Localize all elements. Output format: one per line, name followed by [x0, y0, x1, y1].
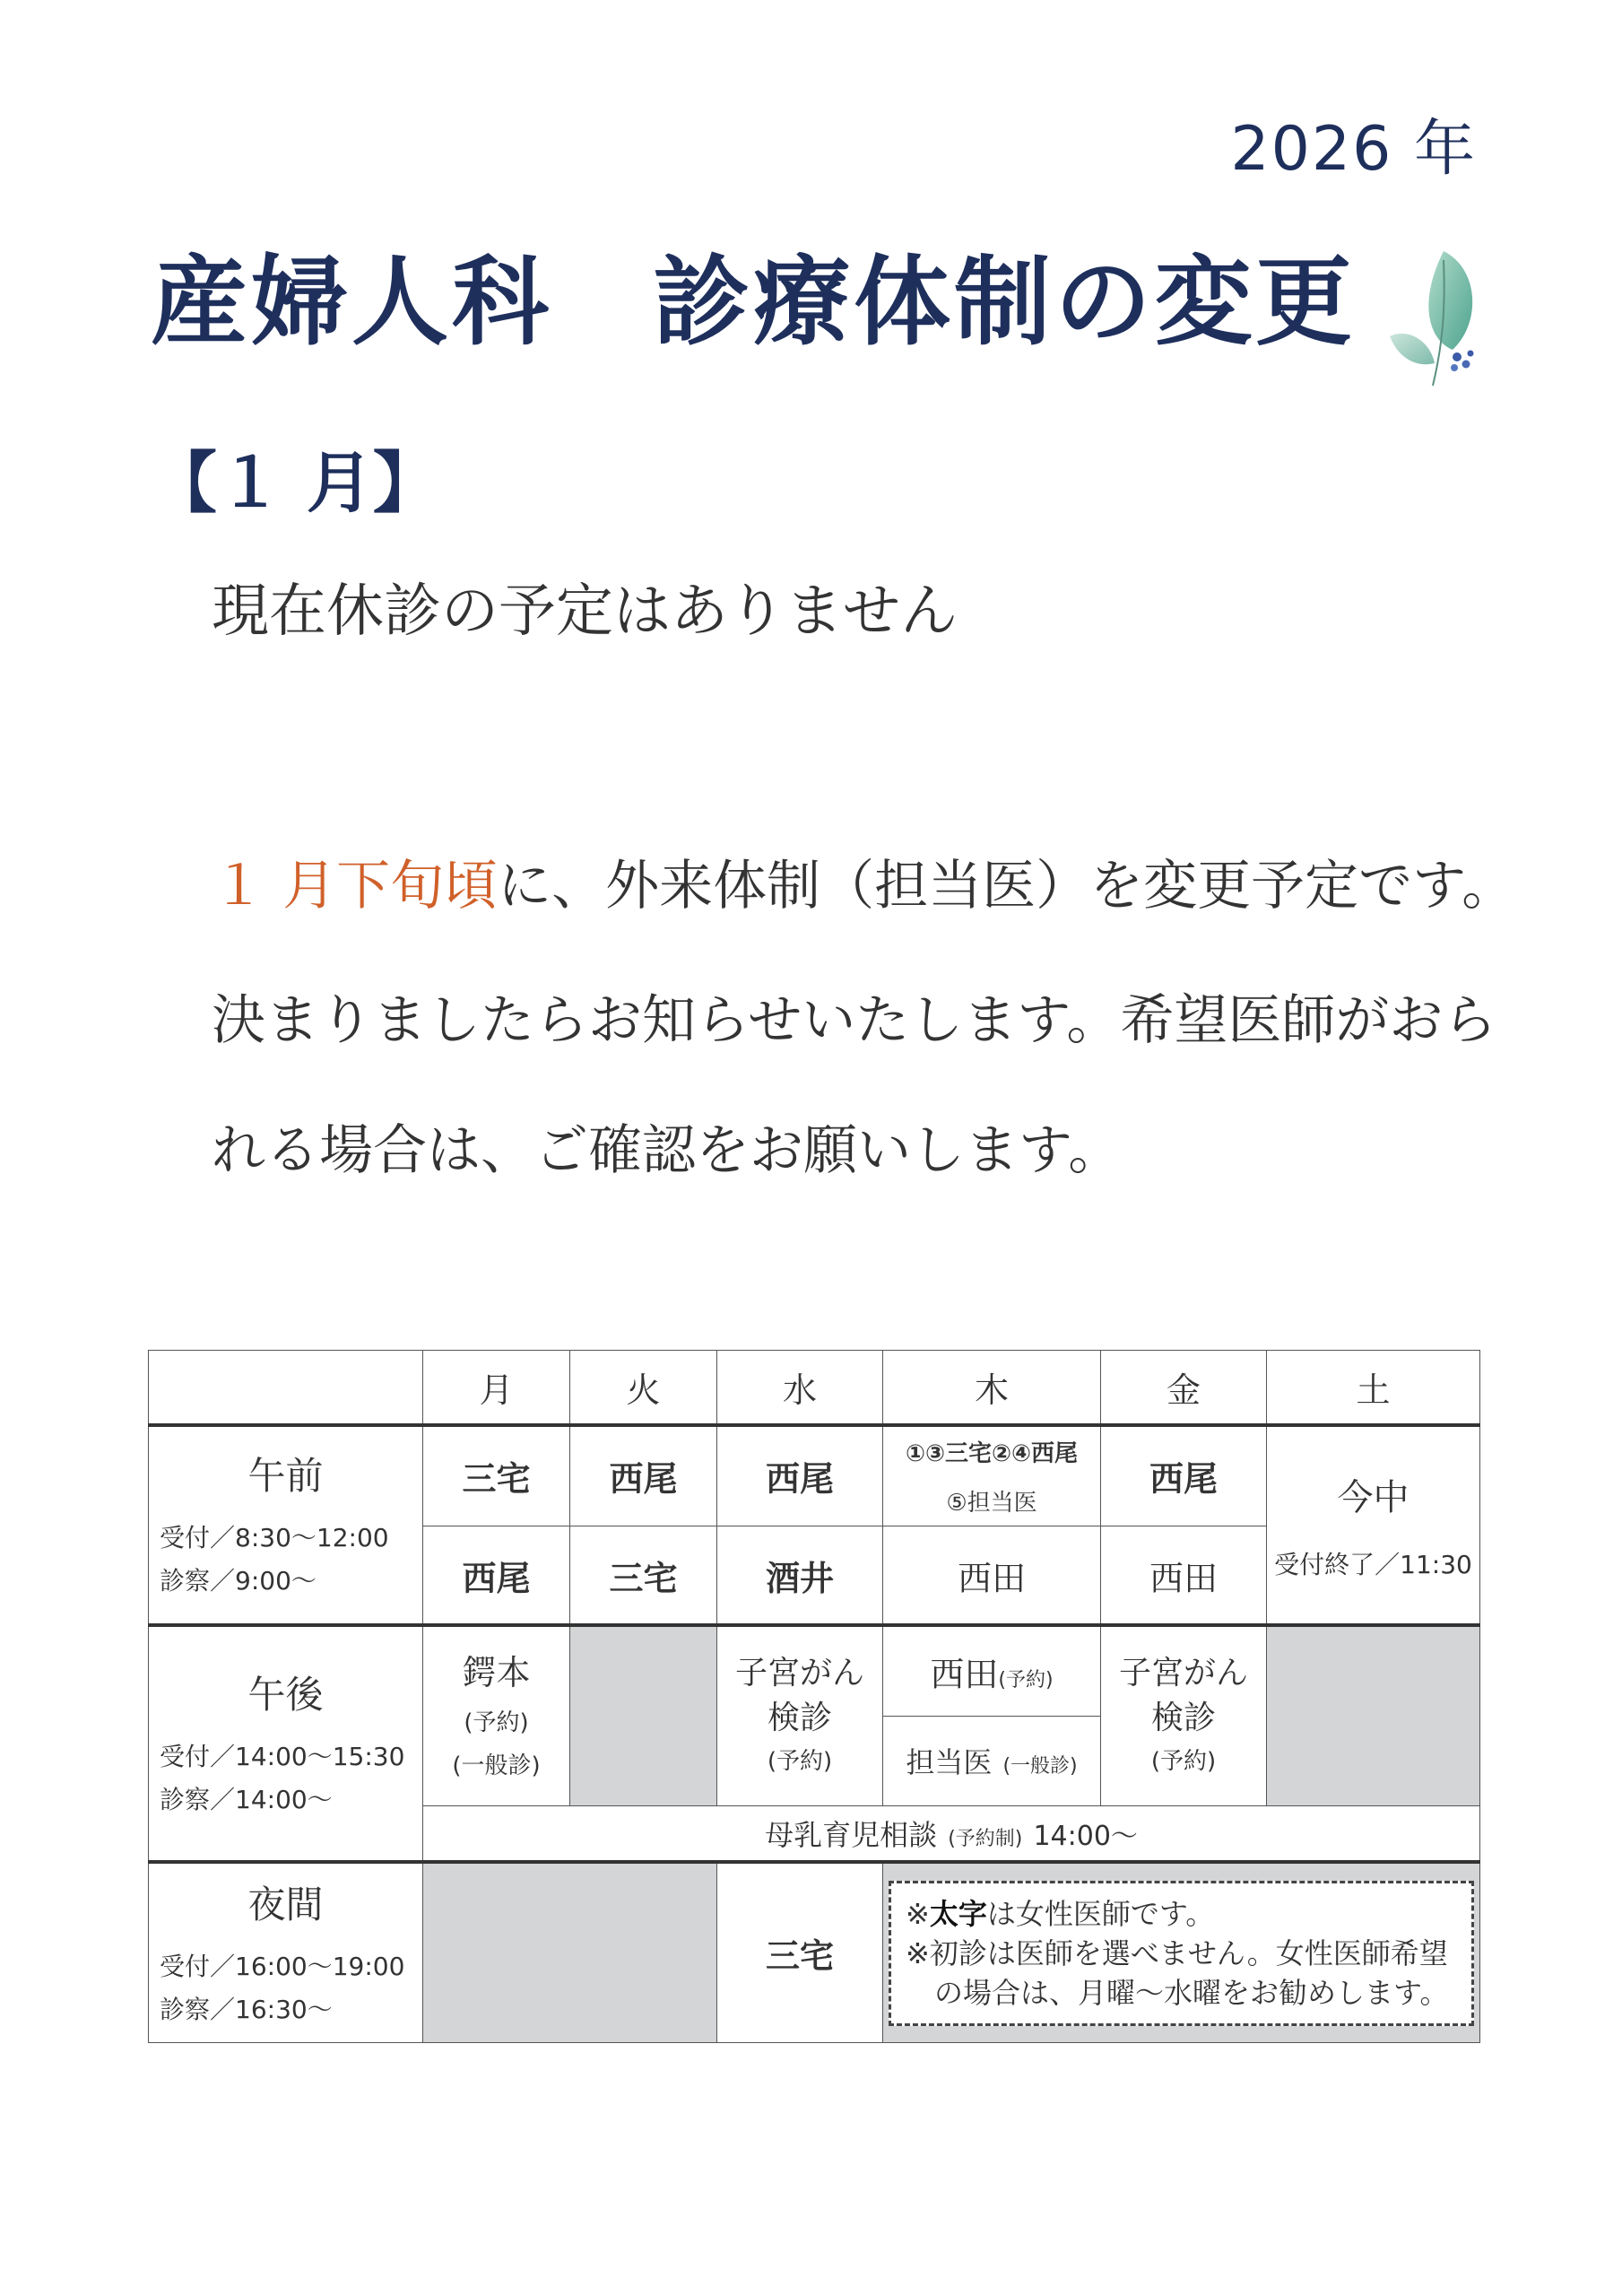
- morning-reception: 受付／8:30～12:00: [160, 1523, 389, 1553]
- afternoon-thu-bottom: [883, 1716, 1101, 1806]
- afternoon-exam: 診察／14:00～: [160, 1785, 333, 1815]
- header-row: [149, 1351, 1480, 1425]
- morning-tue-1: 西尾: [570, 1425, 717, 1526]
- evening-label: 夜間: [247, 1882, 324, 1926]
- afternoon-label-cell: [149, 1625, 423, 1862]
- note1-rest: は女性医師です。: [986, 1896, 1215, 1931]
- notice-accent: １ 月下旬頃: [212, 855, 499, 918]
- page-title: 産婦人科 診療体制の変更: [151, 247, 1357, 359]
- afternoon-thu-bottom-name: 担当医: [906, 1745, 993, 1780]
- morning-label: 午前: [247, 1454, 324, 1499]
- morning-thu-rotation: ①③三宅②④西尾: [905, 1439, 1079, 1467]
- morning-fri-2: 西田: [1101, 1526, 1267, 1626]
- note1-bold: 太字: [929, 1896, 987, 1931]
- note1-prefix: ※: [906, 1896, 930, 1931]
- note2-line2: の場合は、月曜～水曜をお勧めします。: [934, 1975, 1449, 2010]
- notice-line-1: [212, 843, 1515, 920]
- afternoon-thu-top-note: (予約): [998, 1669, 1054, 1692]
- morning-wed-1: 西尾: [717, 1425, 883, 1526]
- evening-notes-cell: [883, 1862, 1480, 2042]
- afternoon-fri-note: (予約): [1150, 1747, 1217, 1775]
- no-closure-text: 現在休診の予定はありません: [212, 578, 958, 645]
- evening-label-cell: [149, 1862, 423, 2042]
- morning-thu-2: 西田: [883, 1526, 1101, 1626]
- evening-reception: 受付／16:00～19:00: [160, 1951, 405, 1981]
- header-corner: [149, 1351, 423, 1425]
- morning-mon-1: 三宅: [423, 1425, 570, 1526]
- afternoon-mon-note1: (予約): [464, 1709, 529, 1737]
- day-header: 火: [570, 1351, 717, 1425]
- morning-row-1: [149, 1425, 1480, 1526]
- afternoon-mon-note2: (一般診): [452, 1752, 541, 1780]
- morning-times: [149, 1517, 422, 1603]
- evening-times: [149, 1945, 422, 2031]
- note-box: [889, 1881, 1474, 2026]
- breastfeeding-consult: [423, 1806, 1480, 1862]
- day-header: 土: [1267, 1351, 1480, 1425]
- day-header: 月: [423, 1351, 570, 1425]
- afternoon-thu-bottom-note: (一般診): [1002, 1755, 1078, 1779]
- morning-thu-1: [883, 1425, 1101, 1526]
- morning-label-cell: [149, 1425, 423, 1626]
- evening-exam: 診察／16:30～: [160, 1994, 333, 2024]
- schedule-table: [148, 1350, 1480, 2043]
- morning-thu-other: ⑤担当医: [946, 1489, 1037, 1517]
- notice-line-1-rest: に、外来体制（担当医）を変更予定です。: [498, 855, 1516, 918]
- afternoon-wed: [717, 1625, 883, 1805]
- morning-mon-2: 西尾: [423, 1526, 570, 1626]
- afternoon-times: [149, 1735, 422, 1822]
- afternoon-tue-closed: [570, 1625, 717, 1805]
- leaf-icon: [1381, 242, 1484, 395]
- evening-wed: 三宅: [717, 1862, 883, 2042]
- afternoon-thu-top: [883, 1625, 1101, 1716]
- morning-tue-2: 三宅: [570, 1526, 717, 1626]
- morning-sat-name: 今中: [1337, 1476, 1409, 1518]
- morning-sat-note: 受付終了／11:30: [1274, 1549, 1472, 1579]
- note2-line1: ※初診は医師を選べません。女性医師希望: [906, 1935, 1448, 1970]
- morning-exam: 診察／9:00～: [160, 1566, 317, 1596]
- morning-wed-2: 酒井: [717, 1526, 883, 1626]
- morning-sat: [1267, 1425, 1480, 1626]
- evening-row: [149, 1862, 1480, 2042]
- afternoon-sat-closed: [1267, 1625, 1480, 1805]
- year: 2026 年: [1230, 114, 1477, 185]
- day-header: 水: [717, 1351, 883, 1425]
- afternoon-label: 午後: [247, 1673, 324, 1718]
- morning-fri-1: 西尾: [1101, 1425, 1267, 1526]
- notice-line-3: れる場合は、ご確認をお願いします。: [212, 1119, 1123, 1182]
- afternoon-wed-line2: 検診: [767, 1699, 832, 1736]
- afternoon-mon-name: 鍔本: [462, 1653, 531, 1693]
- afternoon-mon: [423, 1625, 570, 1805]
- afternoon-fri: [1101, 1625, 1267, 1805]
- breastfeeding-label: 母乳育児相談: [765, 1818, 938, 1853]
- evening-mon-tue-closed: [423, 1862, 717, 2042]
- breastfeeding-time: 14:00～: [1033, 1821, 1138, 1853]
- afternoon-wed-line1: 子宮がん: [734, 1654, 864, 1692]
- afternoon-reception: 受付／14:00～15:30: [160, 1742, 405, 1772]
- day-header: 木: [883, 1351, 1101, 1425]
- afternoon-thu-top-name: 西田: [930, 1655, 999, 1695]
- afternoon-row-1: [149, 1625, 1480, 1716]
- notice-line-2: 決まりましたらお知らせいたします。希望医師がおら: [212, 989, 1497, 1052]
- day-header: 金: [1101, 1351, 1267, 1425]
- afternoon-fri-line1: 子宮がん: [1118, 1654, 1248, 1692]
- month-heading: 【１ 月】: [151, 445, 439, 522]
- breastfeeding-note: (予約制): [948, 1828, 1023, 1851]
- afternoon-wed-note: (予約): [767, 1747, 833, 1775]
- afternoon-fri-line2: 検診: [1150, 1699, 1216, 1736]
